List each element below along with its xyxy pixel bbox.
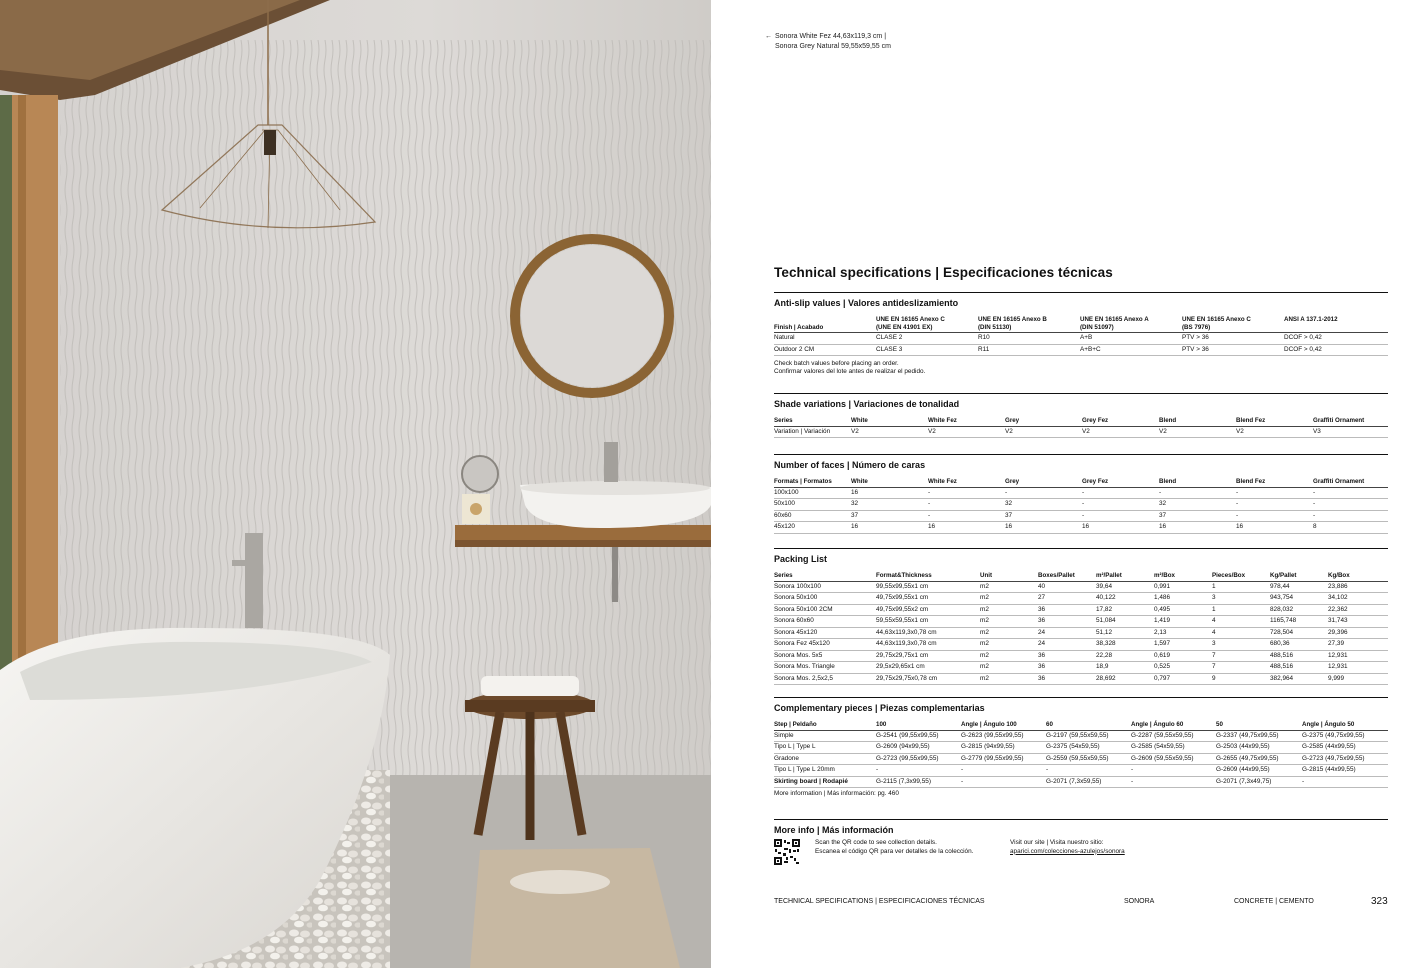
table-cell: G-2815 (94x99,55) — [961, 742, 1046, 754]
table-row — [774, 650, 1388, 662]
table-cell: 1 — [1212, 581, 1270, 593]
table-cell: - — [1131, 765, 1216, 777]
table-cell: A+B — [1080, 333, 1182, 345]
column-header: Angle | Ángulo 50 — [1302, 721, 1388, 730]
table-cell: 44,63x119,3x0,78 cm — [876, 639, 980, 651]
table-row — [774, 616, 1388, 628]
column-header: Step | Peldaño — [774, 721, 876, 730]
table-cell: m2 — [980, 616, 1038, 628]
table-cell: - — [1082, 510, 1159, 522]
packing-table — [774, 572, 1388, 685]
table-row — [774, 742, 1388, 754]
column-header: Series — [774, 417, 851, 426]
table-cell: CLASE 2 — [876, 333, 978, 345]
table-cell: m2 — [980, 662, 1038, 674]
table-cell: 3 — [1212, 593, 1270, 605]
table-cell: G-2585 (54x59,55) — [1131, 742, 1216, 754]
table-cell: 4 — [1212, 627, 1270, 639]
table-cell: 4 — [1212, 616, 1270, 628]
table-cell: 16 — [1159, 522, 1236, 534]
table-cell: 40 — [1038, 581, 1096, 593]
column-header: 60 — [1046, 721, 1131, 730]
column-header: Grey Fez — [1082, 478, 1159, 487]
shade-heading: Shade variations | Variaciones de tonalidad — [774, 399, 960, 409]
table-cell: - — [1302, 776, 1388, 788]
table-cell: - — [961, 765, 1046, 777]
photo-caption — [765, 32, 891, 51]
table-cell: 9 — [1212, 673, 1270, 685]
table-cell: 22,28 — [1096, 650, 1154, 662]
qr-code-icon[interactable] — [774, 839, 800, 865]
table-cell: G-2375 (49,75x99,55) — [1302, 730, 1388, 742]
table-cell: R11 — [978, 344, 1080, 356]
column-header-line: (DIN 51130) — [978, 323, 1012, 331]
table-cell: 59,55x59,55x1 cm — [876, 616, 980, 628]
table-cell: 12,931 — [1328, 650, 1388, 662]
note-en: Check batch values before placing an order. — [774, 360, 899, 367]
column-header-line: UNE EN 16165 Anexo A — [1080, 316, 1149, 323]
table-cell: m2 — [980, 604, 1038, 616]
spec-page — [711, 0, 1420, 968]
site-link[interactable]: aparici.com/colecciones-azulejos/sonora — [1010, 847, 1125, 855]
table-cell: 36 — [1038, 650, 1096, 662]
footer-category: CONCRETE | CEMENTO — [1234, 898, 1314, 905]
column-header: Graffiti Ornament — [1313, 417, 1388, 426]
column-header-line: (BS 7976) — [1182, 323, 1211, 331]
table-cell: V2 — [1159, 426, 1236, 438]
table-cell: 36 — [1038, 604, 1096, 616]
table-row — [774, 639, 1388, 651]
table-cell: G-2609 (59,55x59,55) — [1131, 753, 1216, 765]
table-cell: G-2337 (49,75x99,55) — [1216, 730, 1302, 742]
table-cell: 27 — [1038, 593, 1096, 605]
table-cell: 100x100 — [774, 487, 851, 499]
table-cell: 728,504 — [1270, 627, 1328, 639]
table-row — [774, 499, 1388, 511]
table-cell: - — [1236, 487, 1313, 499]
table-cell: 3 — [1212, 639, 1270, 651]
complementary-section — [774, 697, 1388, 798]
table-cell: 44,63x119,3x0,78 cm — [876, 627, 980, 639]
site-label: Visit our site | Visita nuestro sitio: — [1010, 839, 1104, 846]
table-cell: 36 — [1038, 673, 1096, 685]
table-cell: G-2815 (44x99,55) — [1302, 765, 1388, 777]
table-cell: 34,102 — [1328, 593, 1388, 605]
table-cell: 32 — [1005, 499, 1082, 511]
packing-heading: Packing List — [774, 554, 828, 564]
column-header-line — [1284, 324, 1388, 332]
column-header-line — [774, 316, 876, 324]
table-cell: 16 — [928, 522, 1005, 534]
column-header — [1284, 316, 1388, 333]
table-cell: G-2623 (99,55x99,55) — [961, 730, 1046, 742]
column-header: White — [851, 417, 928, 426]
arrow-left-icon: ← — [765, 33, 772, 40]
table-cell: Sonora 45x120 — [774, 627, 876, 639]
column-header — [1182, 316, 1284, 333]
table-cell: CLASE 3 — [876, 344, 978, 356]
section-divider — [774, 292, 1388, 293]
column-header: 100 — [876, 721, 961, 730]
caption-line-1: Sonora White Fez 44,63x119,3 cm | — [775, 33, 887, 40]
table-cell: PTV > 36 — [1182, 344, 1284, 356]
table-cell: 1,486 — [1154, 593, 1212, 605]
table-cell: 31,743 — [1328, 616, 1388, 628]
table-row — [774, 765, 1388, 777]
table-cell: 1,419 — [1154, 616, 1212, 628]
table-cell: 17,82 — [1096, 604, 1154, 616]
table-row — [774, 510, 1388, 522]
table-cell: 828,032 — [1270, 604, 1328, 616]
table-header-row — [774, 316, 1388, 333]
column-header: Kg/Pallet — [1270, 572, 1328, 581]
section-divider — [774, 697, 1388, 698]
table-cell: 2,13 — [1154, 627, 1212, 639]
table-cell: G-2071 (7,3x59,55) — [1046, 776, 1131, 788]
table-cell: V3 — [1313, 426, 1388, 438]
table-cell: Sonora Mos. Triangle — [774, 662, 876, 674]
site-info — [1010, 839, 1125, 856]
caption-line-2: Sonora Grey Natural 59,55x59,55 cm — [775, 42, 891, 50]
qr-instructions — [815, 839, 973, 856]
table-cell: Tipo L | Type L 20mm — [774, 765, 876, 777]
column-header-line: (UNE EN 41901 EX) — [876, 323, 933, 331]
table-cell: Sonora Fez 45x120 — [774, 639, 876, 651]
table-cell: V2 — [851, 426, 928, 438]
table-cell: 29,396 — [1328, 627, 1388, 639]
section-divider — [774, 548, 1388, 549]
table-cell: - — [1313, 510, 1388, 522]
column-header: Angle | Ángulo 60 — [1131, 721, 1216, 730]
table-row — [774, 673, 1388, 685]
table-cell: Sonora 60x60 — [774, 616, 876, 628]
table-cell: 37 — [1005, 510, 1082, 522]
table-cell: G-2503 (44x99,55) — [1216, 742, 1302, 754]
table-cell: - — [1131, 776, 1216, 788]
table-cell: G-2723 (99,55x99,55) — [876, 753, 961, 765]
column-header: m²/Pallet — [1096, 572, 1154, 581]
table-header-row — [774, 572, 1388, 581]
table-cell: - — [1313, 499, 1388, 511]
table-cell: 7 — [1212, 662, 1270, 674]
table-cell: PTV > 36 — [1182, 333, 1284, 345]
table-cell: 488,516 — [1270, 662, 1328, 674]
table-cell: V2 — [1005, 426, 1082, 438]
table-cell: 12,931 — [1328, 662, 1388, 674]
column-header: Grey Fez — [1082, 417, 1159, 426]
footer-section-title: TECHNICAL SPECIFICATIONS | ESPECIFICACIONES TÉCNICAS — [774, 898, 985, 905]
column-header: Grey — [1005, 417, 1082, 426]
table-cell: 8 — [1313, 522, 1388, 534]
table-cell: - — [1236, 510, 1313, 522]
table-cell: 0,525 — [1154, 662, 1212, 674]
table-cell: 0,991 — [1154, 581, 1212, 593]
table-cell: G-2585 (44x99,55) — [1302, 742, 1388, 754]
table-row — [774, 426, 1388, 438]
column-header: Format&Thickness — [876, 572, 980, 581]
table-cell: - — [876, 765, 961, 777]
table-cell: G-2723 (49,75x99,55) — [1302, 753, 1388, 765]
table-row — [774, 662, 1388, 674]
table-cell: Sonora Mos. 5x5 — [774, 650, 876, 662]
packing-section — [774, 548, 1388, 685]
table-cell: 978,44 — [1270, 581, 1328, 593]
column-header: Blend Fez — [1236, 478, 1313, 487]
column-header: White Fez — [928, 478, 1005, 487]
table-cell: A+B+C — [1080, 344, 1182, 356]
column-header-line: UNE EN 16165 Anexo B — [978, 316, 1047, 323]
table-cell: 51,12 — [1096, 627, 1154, 639]
table-cell: 382,964 — [1270, 673, 1328, 685]
table-cell: 0,619 — [1154, 650, 1212, 662]
table-cell: Variation | Variación — [774, 426, 851, 438]
table-row — [774, 604, 1388, 616]
column-header: 50 — [1216, 721, 1302, 730]
note-es: Confirmar valores del lote antes de realizar el pedido. — [774, 368, 926, 375]
table-cell: G-2779 (99,55x99,55) — [961, 753, 1046, 765]
table-cell: 39,64 — [1096, 581, 1154, 593]
qr-text-en: Scan the QR code to see collection details. — [815, 839, 937, 846]
table-cell: 29,5x29,65x1 cm — [876, 662, 980, 674]
table-cell: 27,39 — [1328, 639, 1388, 651]
table-cell: 16 — [1005, 522, 1082, 534]
table-cell: 1 — [1212, 604, 1270, 616]
table-cell: 7 — [1212, 650, 1270, 662]
table-cell: G-2375 (54x59,55) — [1046, 742, 1131, 754]
table-cell: 99,55x99,55x1 cm — [876, 581, 980, 593]
column-header — [774, 316, 876, 333]
shade-table — [774, 417, 1388, 438]
table-row — [774, 753, 1388, 765]
table-row — [774, 344, 1388, 356]
table-cell: 16 — [851, 487, 928, 499]
column-header: Boxes/Pallet — [1038, 572, 1096, 581]
column-header: Unit — [980, 572, 1038, 581]
table-cell: G-2541 (99,55x99,55) — [876, 730, 961, 742]
column-header: Formats | Formatos — [774, 478, 851, 487]
column-header — [978, 316, 1080, 333]
table-cell: V2 — [928, 426, 1005, 438]
table-cell: - — [1005, 487, 1082, 499]
table-cell: - — [1236, 499, 1313, 511]
table-cell: 488,516 — [1270, 650, 1328, 662]
table-cell: - — [928, 499, 1005, 511]
antislip-table — [774, 316, 1388, 356]
table-row — [774, 581, 1388, 593]
table-cell: G-2655 (49,75x99,55) — [1216, 753, 1302, 765]
table-row — [774, 487, 1388, 499]
table-cell: 49,75x99,55x2 cm — [876, 604, 980, 616]
column-header: White Fez — [928, 417, 1005, 426]
table-cell: 9,999 — [1328, 673, 1388, 685]
table-cell: Gradone — [774, 753, 876, 765]
table-cell: DCOF > 0,42 — [1284, 333, 1388, 345]
table-header-row — [774, 417, 1388, 426]
table-cell: 1,597 — [1154, 639, 1212, 651]
faces-table — [774, 478, 1388, 534]
column-header: White — [851, 478, 928, 487]
table-cell: 40,122 — [1096, 593, 1154, 605]
table-cell: - — [928, 487, 1005, 499]
column-header — [876, 316, 978, 333]
column-header-line: (DIN 51097) — [1080, 323, 1114, 331]
section-divider — [774, 819, 1388, 820]
table-cell: Sonora 50x100 2CM — [774, 604, 876, 616]
table-row — [774, 593, 1388, 605]
table-cell: - — [1082, 487, 1159, 499]
column-header: Blend Fez — [1236, 417, 1313, 426]
column-header: Angle | Ángulo 100 — [961, 721, 1046, 730]
table-cell: V2 — [1082, 426, 1159, 438]
table-cell: 49,75x99,55x1 cm — [876, 593, 980, 605]
table-cell: m2 — [980, 627, 1038, 639]
footer-collection: SONORA — [1124, 898, 1155, 905]
table-cell: DCOF > 0,42 — [1284, 344, 1388, 356]
table-cell: Outdoor 2 CM — [774, 344, 876, 356]
column-header: Series — [774, 572, 876, 581]
table-cell: 18,9 — [1096, 662, 1154, 674]
section-divider — [774, 393, 1388, 394]
table-cell: - — [1313, 487, 1388, 499]
table-cell: 23,886 — [1328, 581, 1388, 593]
column-header: Pieces/Box — [1212, 572, 1270, 581]
table-row — [774, 627, 1388, 639]
table-cell: 50x100 — [774, 499, 851, 511]
table-row — [774, 522, 1388, 534]
column-header: Blend — [1159, 478, 1236, 487]
table-cell: 0,495 — [1154, 604, 1212, 616]
table-cell: m2 — [980, 650, 1038, 662]
page-title: Technical specifications | Especificaciones técnicas — [774, 265, 1113, 280]
column-header: m²/Box — [1154, 572, 1212, 581]
table-cell: m2 — [980, 639, 1038, 651]
faces-heading: Number of faces | Número de caras — [774, 460, 926, 470]
table-cell: 36 — [1038, 616, 1096, 628]
table-cell: G-2071 (7,3x49,75) — [1216, 776, 1302, 788]
table-cell: - — [1046, 765, 1131, 777]
table-cell: G-2115 (7,3x99,55) — [876, 776, 961, 788]
qr-text-es: Escanea el código QR para ver detalles de la colección. — [815, 847, 974, 855]
table-cell: 16 — [1236, 522, 1313, 534]
column-header: Kg/Box — [1328, 572, 1388, 581]
table-cell: Sonora 50x100 — [774, 593, 876, 605]
table-cell: 680,36 — [1270, 639, 1328, 651]
antislip-note — [774, 360, 1388, 376]
section-divider — [774, 454, 1388, 455]
table-cell: 28,692 — [1096, 673, 1154, 685]
complementary-table — [774, 721, 1388, 788]
table-cell: 37 — [851, 510, 928, 522]
antislip-section — [774, 292, 1388, 376]
table-cell: - — [1159, 487, 1236, 499]
column-header: Blend — [1159, 417, 1236, 426]
table-cell: 22,362 — [1328, 604, 1388, 616]
table-cell: 24 — [1038, 639, 1096, 651]
table-cell: 36 — [1038, 662, 1096, 674]
table-cell: R10 — [978, 333, 1080, 345]
table-cell: 60x60 — [774, 510, 851, 522]
table-cell: 943,754 — [1270, 593, 1328, 605]
table-cell: V2 — [1236, 426, 1313, 438]
table-cell: G-2609 (94x99,55) — [876, 742, 961, 754]
table-cell: 16 — [851, 522, 928, 534]
column-header — [1080, 316, 1182, 333]
table-header-row — [774, 478, 1388, 487]
table-cell: 32 — [851, 499, 928, 511]
table-cell: 16 — [1082, 522, 1159, 534]
table-row — [774, 333, 1388, 345]
moreinfo-heading: More info | Más información — [774, 825, 894, 835]
complementary-heading: Complementary pieces | Piezas complementarias — [774, 703, 985, 713]
table-cell: Simple — [774, 730, 876, 742]
complementary-more: More information | Más información: pg. 460 — [774, 790, 899, 797]
column-header: Grey — [1005, 478, 1082, 487]
column-header-line: UNE EN 16165 Anexo C — [1182, 316, 1251, 323]
table-cell: 29,75x29,75x1 cm — [876, 650, 980, 662]
table-cell: m2 — [980, 593, 1038, 605]
table-cell: 29,75x29,75x0,78 cm — [876, 673, 980, 685]
column-header-line: Finish | Acabado — [774, 323, 824, 331]
shade-section — [774, 393, 1388, 438]
table-cell: 24 — [1038, 627, 1096, 639]
faces-section — [774, 454, 1388, 534]
table-cell: G-2609 (44x99,55) — [1216, 765, 1302, 777]
table-cell: G-2197 (59,55x59,55) — [1046, 730, 1131, 742]
table-cell: - — [1082, 499, 1159, 511]
table-cell: Tipo L | Type L — [774, 742, 876, 754]
table-cell: 51,084 — [1096, 616, 1154, 628]
table-cell: m2 — [980, 673, 1038, 685]
column-header: Graffiti Ornament — [1313, 478, 1388, 487]
table-cell: 0,797 — [1154, 673, 1212, 685]
column-header-line: UNE EN 16165 Anexo C — [876, 316, 945, 323]
table-cell: 37 — [1159, 510, 1236, 522]
table-cell: Sonora 100x100 — [774, 581, 876, 593]
column-header-line: ANSI A 137.1-2012 — [1284, 316, 1338, 323]
table-cell: 1165,748 — [1270, 616, 1328, 628]
table-cell: - — [928, 510, 1005, 522]
table-row — [774, 730, 1388, 742]
table-cell: Natural — [774, 333, 876, 345]
table-cell: Sonora Mos. 2,5x2,5 — [774, 673, 876, 685]
table-cell: 38,328 — [1096, 639, 1154, 651]
table-cell: G-2559 (59,55x59,55) — [1046, 753, 1131, 765]
table-header-row — [774, 721, 1388, 730]
table-cell: m2 — [980, 581, 1038, 593]
table-cell: 32 — [1159, 499, 1236, 511]
page-number: 323 — [1371, 896, 1388, 907]
skirting-row — [774, 776, 1388, 788]
table-cell: G-2287 (59,55x59,55) — [1131, 730, 1216, 742]
antislip-heading: Anti-slip values | Valores antideslizamiento — [774, 298, 959, 308]
table-cell: - — [961, 776, 1046, 788]
table-cell: 45x120 — [774, 522, 851, 534]
table-cell: Skirting board | Rodapié — [774, 776, 876, 788]
moreinfo-section — [774, 819, 1388, 879]
